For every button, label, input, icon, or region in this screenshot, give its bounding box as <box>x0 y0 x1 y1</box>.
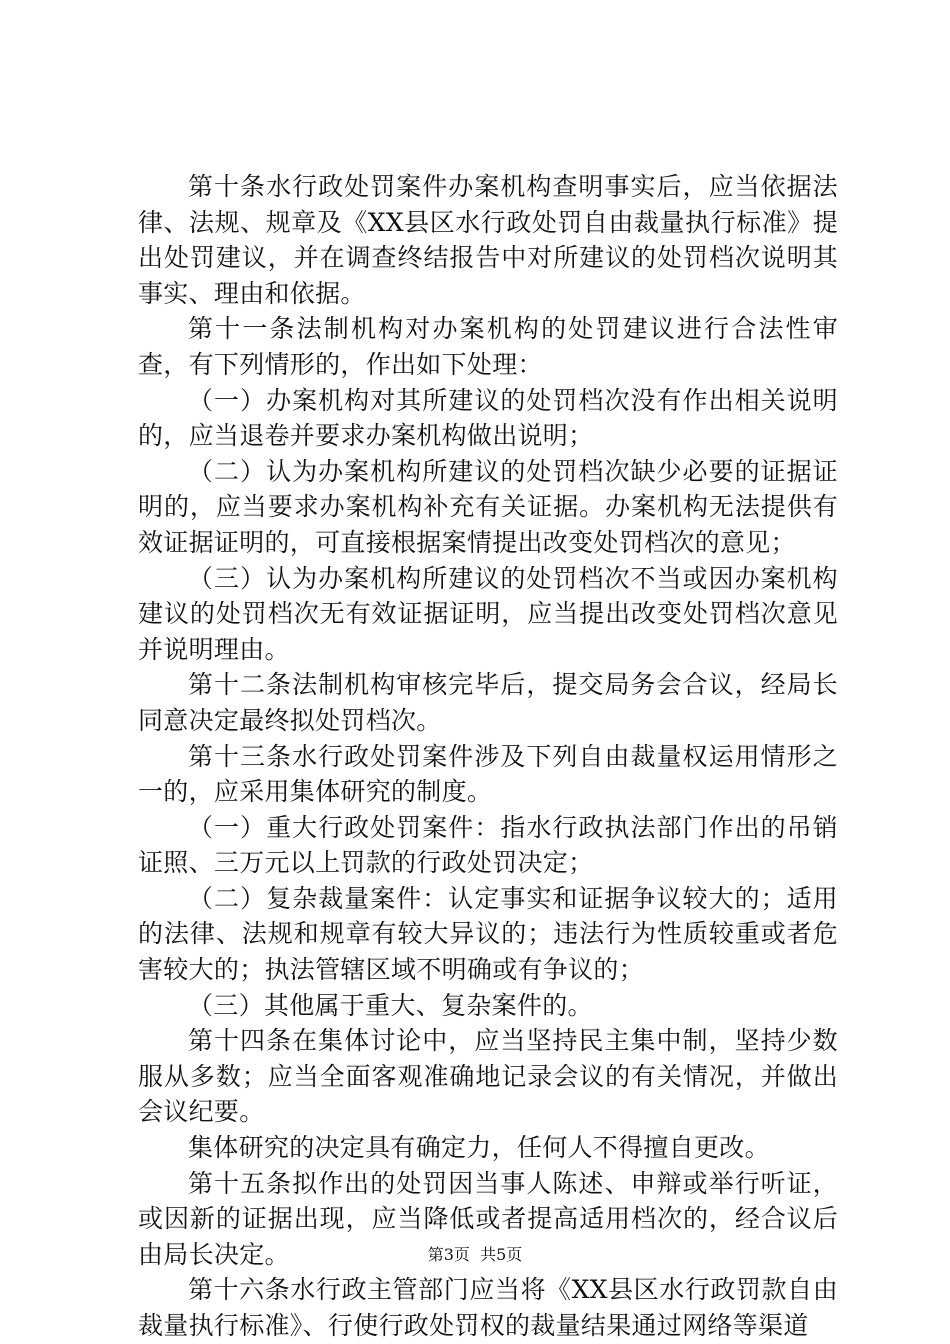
paragraph-article-13-item-1: （一）重大行政处罚案件：指水行政执法部门作出的吊销证照、三万元以上罚款的行政处罚决定； <box>138 812 838 878</box>
paragraph-collective-decision: 集体研究的决定具有确定力，任何人不得擅自更改。 <box>188 1133 770 1163</box>
paragraph-article-11-item-1: （一）办案机构对其所建议的处罚档次没有作出相关说明的，应当退卷并要求办案机构做出说明； <box>138 385 838 451</box>
page-total: 共5页 <box>480 1245 523 1264</box>
footer-separator <box>470 1245 480 1264</box>
paragraph-article-10: 第十条水行政处罚案件办案机构查明事实后，应当依据法律、法规、规章及《XX县区水行政处罚自由裁量执行标准》提出处罚建议，并在调查终结报告中对所建议的处罚档次说明其事实、理由和依据。 <box>138 172 838 308</box>
paragraph-article-15: 第十五条拟作出的处罚因当事人陈述、申辩或举行听证，或因新的证据出现，应当降低或者提高适用档次的，经合议后由局长决定。 <box>138 1168 838 1269</box>
paragraph-article-13-item-3: （三）其他属于重大、复杂案件的。 <box>188 990 593 1020</box>
paragraph-article-11-item-2: （二）认为办案机构所建议的处罚档次缺少必要的证据证明的，应当要求办案机构补充有关证据。办案机构无法提供有效证据证明的，可直接根据案情提出改变处罚档次的意见； <box>138 456 838 557</box>
paragraph-article-11: 第十一条法制机构对办案机构的处罚建议进行合法性审查，有下列情形的，作出如下处理： <box>138 314 838 379</box>
document-body <box>138 169 838 1344</box>
paragraph-article-11-item-3: （三）认为办案机构所建议的处罚档次不当或因办案机构建议的处罚档次无有效证据证明，应当提出改变处罚档次意见并说明理由。 <box>138 563 838 664</box>
paragraph-article-13: 第十三条水行政处罚案件涉及下列自由裁量权运用情形之一的，应采用集体研究的制度。 <box>138 741 838 807</box>
paragraph-article-16: 第十六条水行政主管部门应当将《XX县区水行政罚款自由裁量执行标准》、行使行政处罚权的裁量结果通过网络等渠道 <box>138 1275 838 1340</box>
paragraph-article-12: 第十二条法制机构审核完毕后，提交局务会合议，经局长同意决定最终拟处罚档次。 <box>138 670 838 735</box>
page-number: 第3页 <box>427 1245 470 1264</box>
paragraph-article-13-item-2: （二）复杂裁量案件：认定事实和证据争议较大的；适用的法律、法规和规章有较大异议的；违法行为性质较重或者危害较大的；执法管辖区域不明确或有争议的； <box>138 883 838 985</box>
paragraph-article-14: 第十四条在集体讨论中，应当坚持民主集中制，坚持少数服从多数；应当全面客观准确地记录会议的有关情况，并做出会议纪要。 <box>138 1026 838 1127</box>
page-footer <box>0 1245 950 1265</box>
